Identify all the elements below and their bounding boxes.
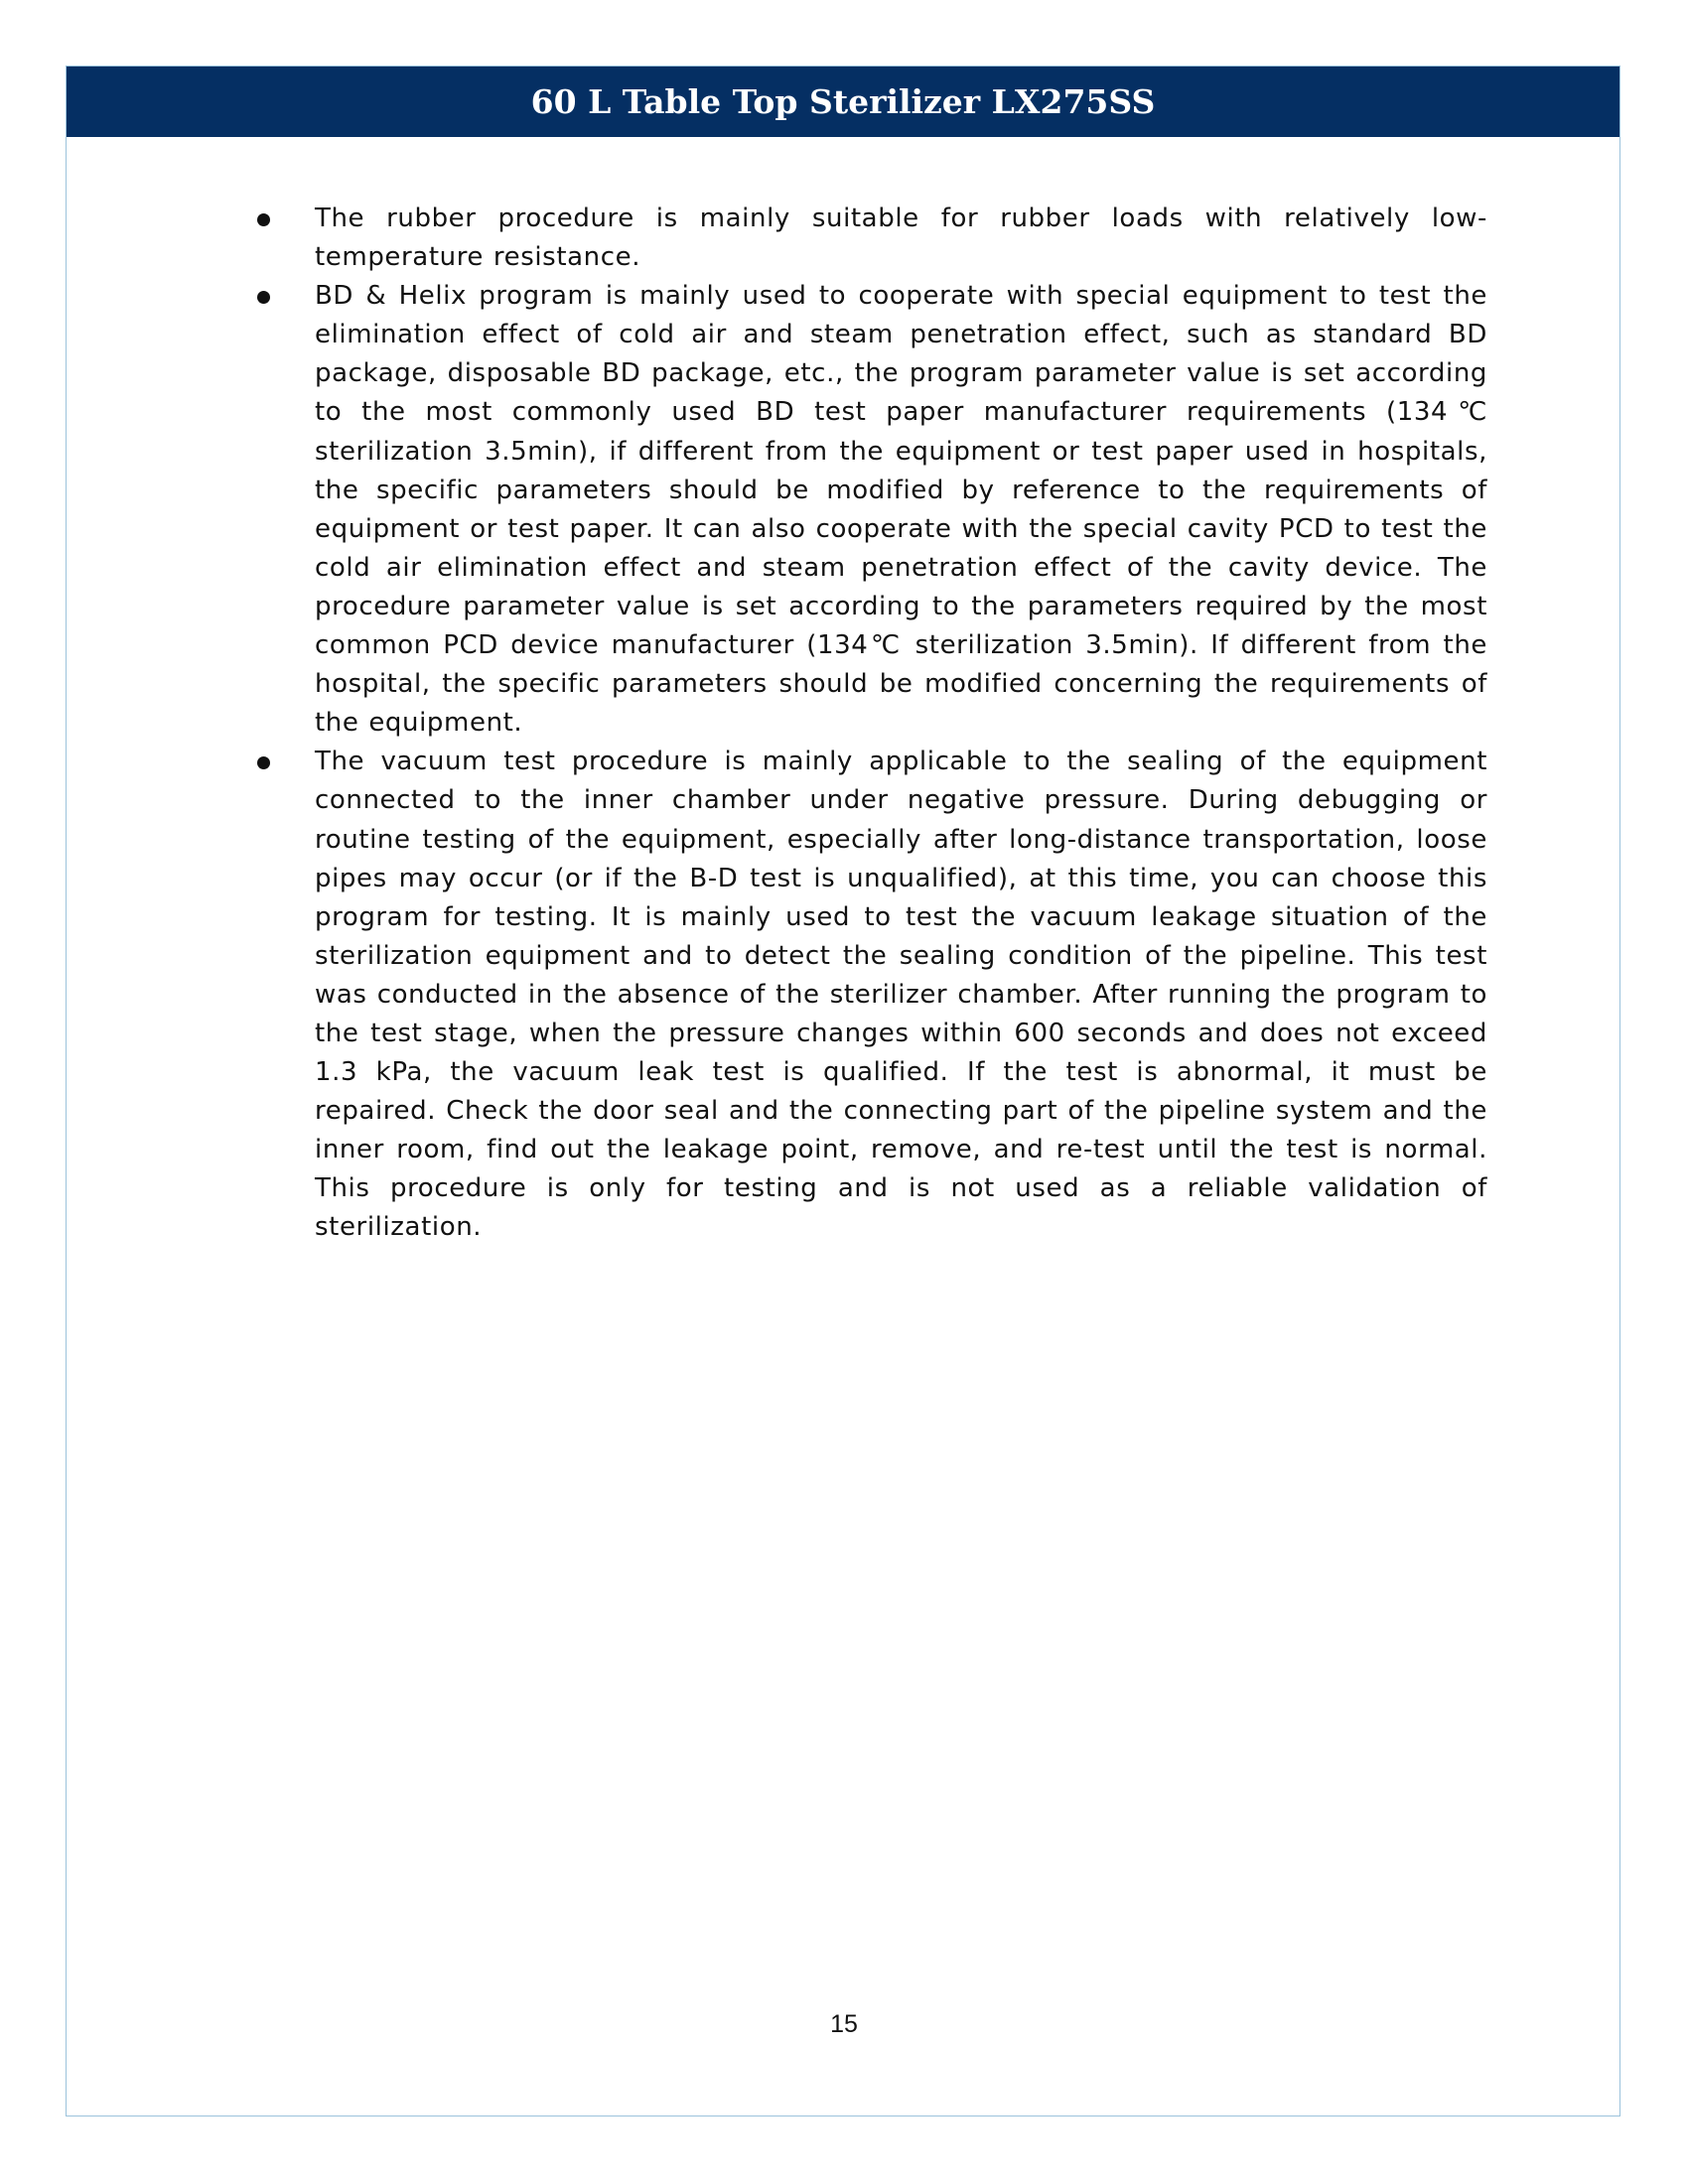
bullet-dot-icon bbox=[257, 756, 270, 769]
list-item-text: BD & Helix program is mainly used to cooperate with special equipment to test the elimination effect of cold air and steam penetration effect, such as standard BD package, disposable BD package, etc., the program parameter value is set according to the most commonly used BD test paper manufacturer requirements (134℃ sterilization 3.5min), if different from the equipment or test paper used in hospitals, the specific parameters should be modified by reference to the requirements of equipment or test paper. It can also cooperate with the special cavity PCD to test the cold air elimination effect and steam penetration effect of the cavity device. The procedure parameter value is set according to the parameters required by the most common PCD device manufacturer (134℃ sterilization 3.5min). If different from the hospital, the specific parameters should be modified concerning the requirements of the equipment. bbox=[315, 281, 1487, 739]
header-bar bbox=[67, 67, 1619, 137]
page-title: 60 L Table Top Sterilizer LX275SS bbox=[530, 82, 1156, 121]
page-number: 15 bbox=[830, 2010, 858, 2038]
bullet-list bbox=[252, 200, 1487, 1248]
bullet-dot-icon bbox=[257, 213, 270, 226]
list-item bbox=[252, 277, 1487, 743]
list-item-text: The rubber procedure is mainly suitable for rubber loads with relatively low-temperature resistance. bbox=[315, 204, 1487, 273]
bullet-dot-icon bbox=[257, 291, 270, 304]
document-body bbox=[252, 200, 1487, 1248]
list-item bbox=[252, 743, 1487, 1247]
list-item-text: The vacuum test procedure is mainly applicable to the sealing of the equipment connected to the inner chamber under negative pressure. During debugging or routine testing of the equipment, especially after long-distance transportation, loose pipes may occur (or if the B-D test is unqualified), at this time, you can choose this program for testing. It is mainly used to test the vacuum leakage situation of the sterilization equipment and to detect the sealing condition of the pipeline. This test was conducted in the absence of the sterilizer chamber. After running the program to the test stage, when the pressure changes within 600 seconds and does not exceed 1.3 kPa, the vacuum leak test is qualified. If the test is abnormal, it must be repaired. Check the door seal and the connecting part of the pipeline system and the inner room, find out the leakage point, remove, and re-test until the test is normal. This procedure is only for testing and is not used as a reliable validation of sterilization. bbox=[315, 747, 1487, 1243]
list-item bbox=[252, 200, 1487, 277]
